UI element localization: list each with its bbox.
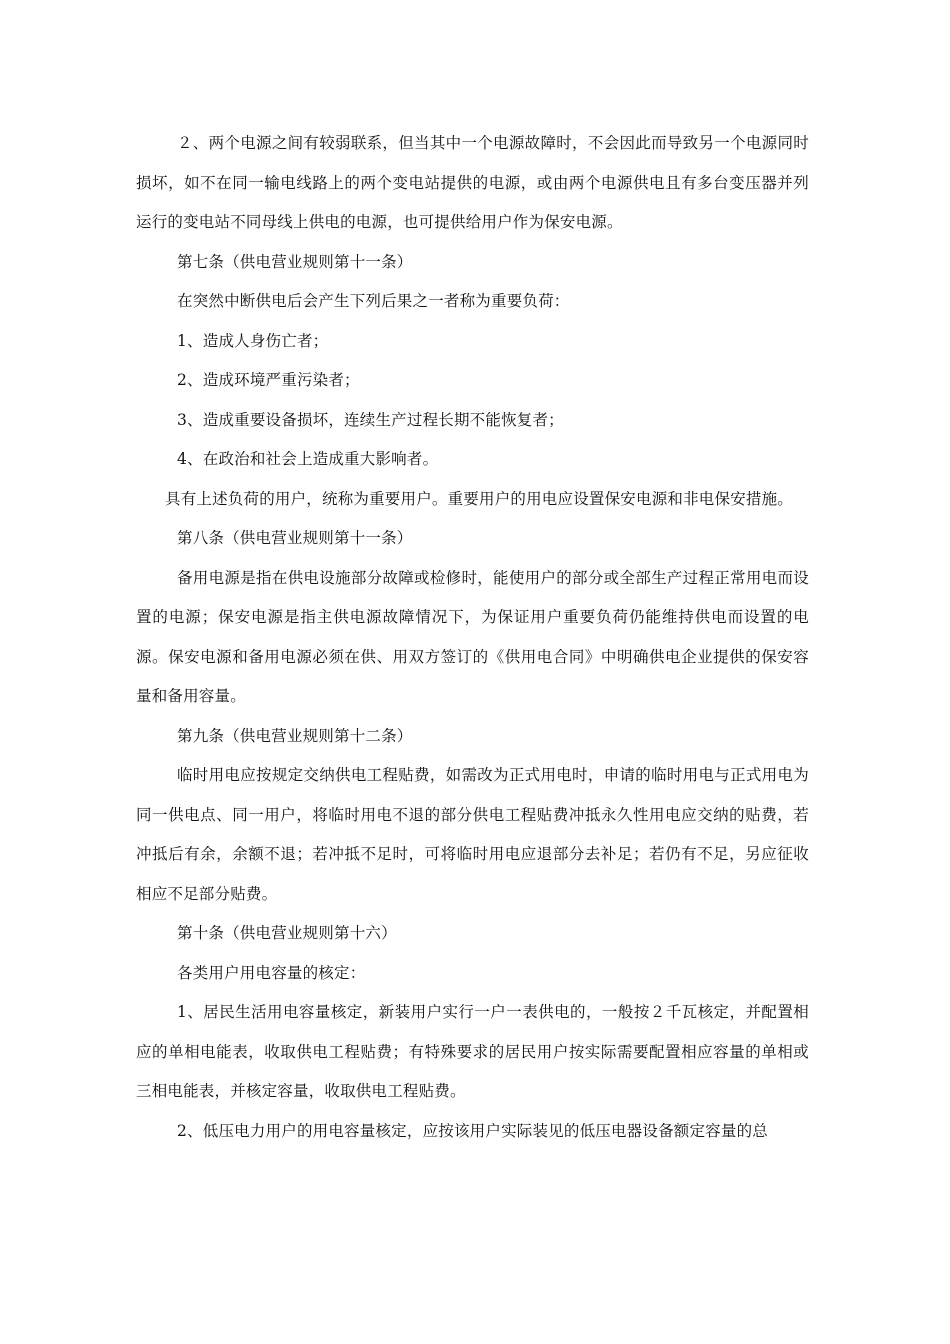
paragraph-temporary-power-fees: 临时用电应按规定交纳供电工程贴费，如需改为正式用电时，申请的临时用电与正式用电为同一供电点、同一用户，将临时用电不退的部分供电工程贴费冲抵永久性用电应交纳的贴费，若冲抵后有余，余额不退；若冲抵不足时，可将临时用电应退部分去补足；若仍有不足，另应征收相应不足部分贴费。 (136, 766, 809, 903)
paragraph-low-voltage-capacity: 2、低压电力用户的用电容量核定，应按该用户实际装见的低压电器设备额定容量的总 (177, 1121, 768, 1140)
paragraph-residential-capacity: 1、居民生活用电容量核定，新装用户实行一户一表供电的，一般按２千瓦核定，并配置相应的单相电能表，收取供电工程贴费；有特殊要求的居民用户按实际需要配置相应容量的单相或三相电能表，并核定容量，收取供电工程贴费。 (136, 1003, 809, 1100)
list-item-political-impact: 4、在政治和社会上造成重大影响者。 (177, 450, 439, 468)
article-10-heading: 第十条（供电营业规则第十六） (177, 924, 397, 942)
paragraph-backup-power-item-2: ２、两个电源之间有较弱联系，但当其中一个电源故障时，不会因此而导致另一个电源同时损坏，如不在同一输电线路上的两个变电站提供的电源，或由两个电源供电且有多台变压器并列运行的变电站不同母线上供电的电源，也可提供给用户作为保安电源。 (136, 134, 809, 231)
paragraph-important-users: 具有上述负荷的用户，统称为重要用户。重要用户的用电应设置保安电源和非电保安措施。 (165, 489, 794, 508)
document-body (136, 124, 809, 1151)
article-9-heading: 第九条（供电营业规则第十二条） (177, 726, 413, 745)
list-item-pollution: 2、造成环境严重污染者； (177, 371, 360, 389)
article-8-heading: 第八条（供电营业规则第十一条） (177, 529, 413, 547)
paragraph-backup-and-security-power: 备用电源是指在供电设施部分故障或检修时，能使用户的部分或全部生产过程正常用电而设置的电源；保安电源是指主供电源故障情况下，为保证用户重要负荷仍能维持供电而设置的电源。保安电源和备用电源必须在供、用双方签订的《供用电合同》中明确供电企业提供的保安容量和备用容量。 (136, 568, 809, 705)
list-item-casualties: 1、造成人身伤亡者； (177, 331, 329, 350)
article-7-heading: 第七条（供电营业规则第十一条） (177, 252, 413, 271)
list-item-equipment-damage: 3、造成重要设备损坏，连续生产过程长期不能恢复者； (177, 410, 564, 429)
paragraph-capacity-verification: 各类用户用电容量的核定： (177, 963, 366, 982)
paragraph-important-load-definition: 在突然中断供电后会产生下列后果之一者称为重要负荷： (177, 292, 570, 310)
